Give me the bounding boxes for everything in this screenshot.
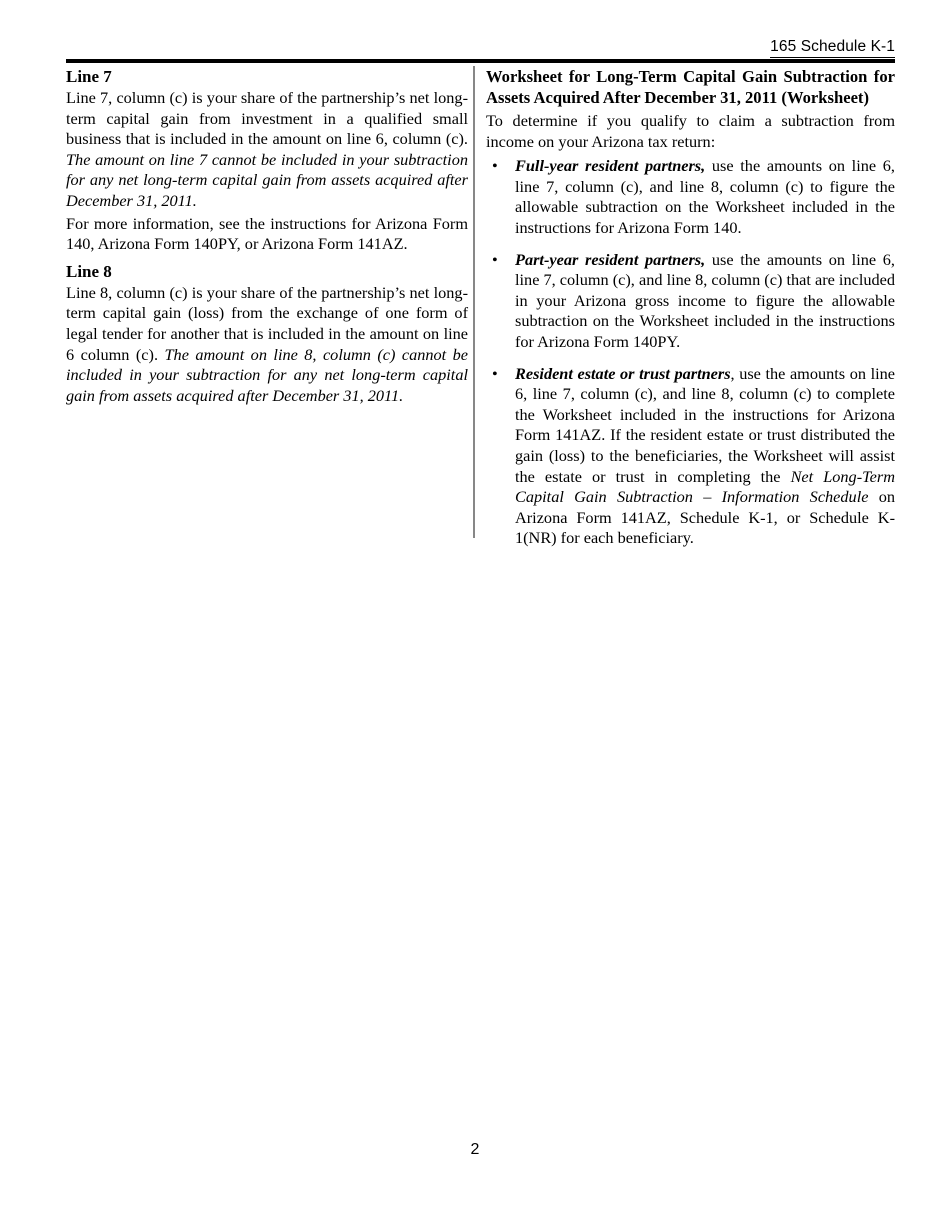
bullet-icon: • — [492, 363, 498, 383]
bullet-icon: • — [492, 156, 498, 176]
heading-line-7: Line 7 — [66, 67, 112, 86]
left-column — [66, 66, 468, 408]
line-8-text-plain: Line 8, column (c) is your share of the partnership’s net long-term capital gain (loss) from the exchange of one form of legal tender for another that is included in the amount on line 6 column (c). — [66, 282, 468, 364]
column-divider-line — [473, 66, 475, 538]
paragraph-worksheet-intro: To determine if you qualify to claim a subtraction from income on your Arizona tax return: — [486, 111, 895, 151]
line-7-text-italic: The amount on line 7 cannot be included in your subtraction for any net long-term capital gain from assets acquired after December 31, 2011. — [66, 149, 468, 210]
header-horizontal-rule — [66, 59, 895, 63]
page-number: 2 — [470, 1141, 480, 1158]
line-8-text-italic: The amount on line 8, column (c) cannot be included in your subtraction for any net long-term capital gain from assets acquired after December 31, 2011. — [66, 344, 469, 405]
heading-line-8: Line 8 — [66, 261, 112, 281]
worksheet-bullet-list — [486, 156, 895, 549]
page-header — [66, 38, 895, 64]
bullet-3-italic-schedule-title: Net Long-Term Capital Gain Subtraction – Information Schedule — [515, 466, 895, 507]
bullet-2-body-text: use the amounts on line 6, line 7, column (c), and line 8, column (c) that are included in your Arizona gross income to figure the allowable subtraction on the Worksheet included in the instructions for Arizona Form 140PY. — [515, 249, 895, 351]
bullet-2-lead-label: Part-year resident partners, — [515, 249, 706, 269]
right-column — [486, 66, 895, 549]
page-footer — [0, 1140, 950, 1159]
paragraph-line-7-description — [66, 88, 468, 212]
document-header-title: 165 Schedule K-1 — [770, 38, 895, 58]
bullet-3-body-text-after: on Arizona Form 141AZ, Schedule K-1, or Schedule K-1(NR) for each beneficiary. — [515, 487, 896, 548]
bullet-1-body-text: use the amounts on line 6, line 7, column (c), and line 8, column (c) to figure the allowable subtraction on the Worksheet included in the instructions for Arizona Form 140. — [515, 156, 895, 237]
bullet-3-body-text-before: , use the amounts on line 6, line 7, column (c), and line 8, column (c) to complete the Worksheet included in the instructions for Arizona Form 141AZ. If the resident estate or trust distributed the gain (loss) to the beneficiaries, the Worksheet will assist the estate or trust in completing the — [515, 363, 895, 486]
paragraph-line-7-more-information: For more information, see the instructions for Arizona Form 140, Arizona Form 140PY, or Arizona Form 141AZ. — [66, 213, 468, 254]
list-item — [486, 364, 895, 549]
bullet-icon: • — [492, 249, 498, 269]
paragraph-line-8-description — [66, 283, 468, 407]
bullet-3-lead-label: Resident estate or trust partners — [515, 363, 731, 383]
bullet-1-lead-label: Full-year resident partners, — [515, 156, 706, 176]
list-item — [486, 250, 895, 353]
heading-worksheet: Worksheet for Long-Term Capital Gain Subtraction for Assets Acquired After December 31, 2011 (Worksheet) — [486, 67, 895, 107]
line-7-text-plain: Line 7, column (c) is your share of the partnership’s net long-term capital gain from investment in a qualified small business that is included in the amount on line 6, column (c). — [66, 88, 468, 149]
list-item — [486, 156, 895, 238]
